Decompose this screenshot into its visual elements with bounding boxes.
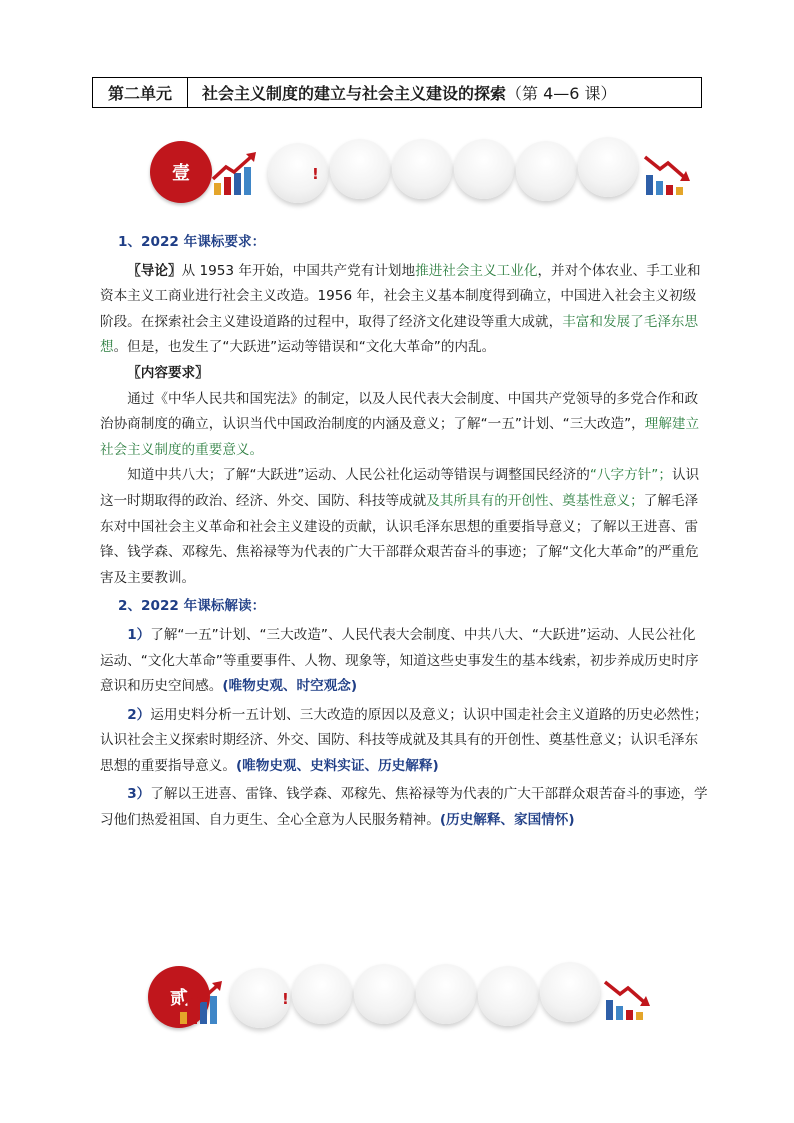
section-heading-1: 1、2022 年课标要求：	[118, 234, 266, 250]
falling-chart-icon	[642, 151, 692, 197]
unit-title-box	[92, 77, 702, 108]
banner-bubble: !	[268, 143, 328, 203]
unit-title	[188, 78, 701, 107]
unit-lessons: （第 4—6 课）	[506, 84, 617, 103]
banner-bubble	[578, 137, 638, 197]
banner-bubble	[330, 139, 390, 199]
banner-bubble	[454, 139, 514, 199]
requirement-paragraph-1: 通过《中华人民共和国宪法》的制定，以及人民代表大会制度、中国共产党领导的多党合作和政治协商制度的确立，认识当代中国政治制度的内涵及意义；了解“一五”计划、“三大改造”，理解建立社会主义制度的重要意义。	[100, 390, 700, 458]
unit-title-text: 社会主义制度的建立与社会主义建设的探索	[202, 84, 507, 103]
section-banner-2	[150, 962, 650, 1032]
banner-bubble	[516, 141, 576, 201]
requirement-paragraph-2: 知道中共八大；了解“大跃进”运动、人民公社化运动等错误与调整国民经济的“八字方针”；认识这一时期取得的政治、经济、外交、国防、科技等成就及其所具有的开创性、奠基性意义；了解毛泽东对中国社会主义革命和社会主义建设的贡献，认识毛泽东思想的重要指导意义；了解以王进喜、雷锋、钱学森、邓稼先、焦裕禄等为代表的广大干部群众艰苦奋斗的事迹；了解“文化大革命”的严重危害及主要教训。	[100, 467, 700, 586]
content-requirements-label: 〖内容要求〗	[127, 364, 209, 381]
rising-chart-icon	[210, 151, 260, 197]
intro-label: 〖导论〗	[127, 262, 182, 279]
interpretation-item-1: 1）了解“一五”计划、“三大改造”、人民代表大会制度、中共八大、“大跃进”运动、人民公社化运动、“文化大革命”等重要事件、人物、现象等，知道这些史事发生的基本线索，初步养成历史时序意识和历史空间感。(唯物史观、时空观念)	[100, 626, 699, 695]
banner-bubble	[392, 139, 452, 199]
intro-paragraph: 〖导论〗从 1953 年开始，中国共产党有计划地推进社会主义工业化，并对个体农业、手工业和资本主义工商业进行社会主义改造。1956 年，社会主义基本制度得到确立，中国进入社会主义初级阶段。在探索社会主义建设道路的过程中，取得了经济文化建设等重大成就，丰富和发展了毛泽东思想。但是，也发生了“大跃进”运动等错误和“文化大革命”的内乱。	[100, 262, 701, 356]
unit-label: 第二单元	[93, 78, 188, 107]
banner-bubble	[292, 964, 352, 1024]
section-badge-1: 壹	[150, 141, 212, 203]
main-content	[100, 230, 708, 834]
banner-bubble	[416, 964, 476, 1024]
section-heading-2: 2、2022 年课标解读：	[118, 598, 266, 615]
falling-chart-icon	[602, 976, 652, 1022]
banner-bubble	[354, 964, 414, 1024]
section-banner-1	[150, 137, 650, 207]
interpretation-item-3: 3）了解以王进喜、雷锋、钱学森、邓稼先、焦裕禄等为代表的广大干部群众艰苦奋斗的事迹，学习他们热爱祖国、自力更生、全心全意为人民服务精神。(历史解释、家国情怀)	[100, 786, 708, 829]
banner-bubble	[540, 962, 600, 1022]
banner-bubble: !	[230, 968, 290, 1028]
section-badge-2: 贰	[148, 966, 210, 1028]
banner-bubble	[478, 966, 538, 1026]
rising-chart-icon	[176, 980, 226, 1026]
interpretation-item-2: 2）运用史料分析一五计划、三大改造的原因以及意义；认识中国走社会主义道路的历史必然性；认识社会主义探索时期经济、外交、国防、科技等成就及其具有的开创性、奠基性意义；认识毛泽东思想的重要指导意义。(唯物史观、史料实证、历史解释)	[100, 706, 708, 774]
